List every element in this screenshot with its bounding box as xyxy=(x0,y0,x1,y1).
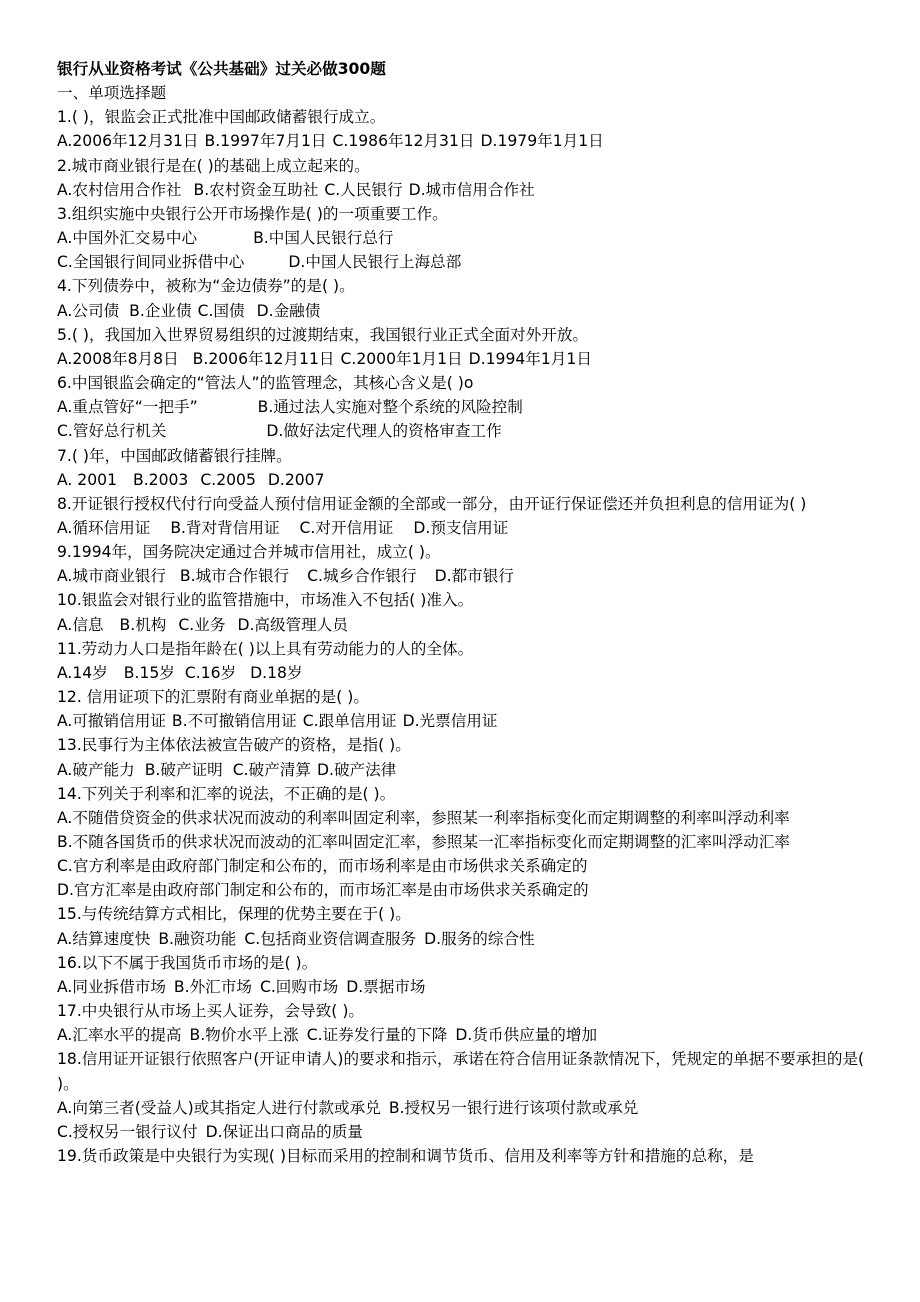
question-text: 7.( )年，中国邮政储蓄银行挂牌。 xyxy=(57,446,292,465)
option-row xyxy=(57,1023,869,1047)
answer-option: D.城市信用合作社 xyxy=(408,180,535,199)
option-row xyxy=(57,250,869,274)
answer-option: A.中国外汇交易中心 xyxy=(57,229,198,248)
answer-option: C.2000年1月1日 xyxy=(340,349,463,368)
answer-option: D.服务的综合性 xyxy=(424,929,535,948)
option-row xyxy=(57,709,869,733)
question-text: A.不随借贷资金的供求状况而波动的利率叫固定利率，参照某一利率指标变化而定期调整的利率叫浮动利率 xyxy=(57,808,790,827)
option-row xyxy=(57,226,869,250)
answer-option: B.企业债 xyxy=(129,301,192,320)
question-text: 4.下列债券中，被称为“金边债券”的是( )。 xyxy=(57,277,355,296)
answer-option: D.光票信用证 xyxy=(402,712,498,731)
option-row xyxy=(57,419,869,443)
answer-option: D.高级管理人员 xyxy=(237,615,348,634)
question-text: 5.( )，我国加入世界贸易组织的过渡期结束，我国银行业正式全面对外开放。 xyxy=(57,325,589,344)
answer-option: C.业务 xyxy=(178,615,226,634)
answer-option: B.城市合作银行 xyxy=(179,567,290,586)
answer-option: C.人民银行 xyxy=(324,180,403,199)
answer-option: C.对开信用证 xyxy=(299,518,394,537)
question-list xyxy=(57,105,869,1168)
question-text: 15.与传统结算方式相比，保理的优势主要在于( )。 xyxy=(57,905,411,924)
answer-option: B.机构 xyxy=(119,615,167,634)
answer-option: C.包括商业资信调查服务 xyxy=(244,929,417,948)
answer-option: D.做好法定代理人的资格审查工作 xyxy=(266,422,502,441)
answer-option: D.中国人民银行上海总部 xyxy=(288,253,462,272)
answer-option: C.管好总行机关 xyxy=(57,422,167,441)
question-text: 1.( )，银监会正式批准中国邮政储蓄银行成立。 xyxy=(57,108,386,127)
answer-option: B.中国人民银行总行 xyxy=(253,229,394,248)
option-row xyxy=(57,395,869,419)
section-heading: 一、单项选择题 xyxy=(57,84,167,103)
answer-option: D.1994年1月1日 xyxy=(468,349,592,368)
answer-option: C.全国银行间同业拆借中心 xyxy=(57,253,245,272)
answer-option: A. 2001 xyxy=(57,470,117,489)
document-page xyxy=(57,57,869,1168)
answer-option: C.回购市场 xyxy=(259,977,339,996)
option-row xyxy=(57,758,869,782)
question-text: 9.1994年，国务院决定通过合并城市信用社，成立( )。 xyxy=(57,543,441,562)
answer-option: C.证券发行量的下降 xyxy=(306,1026,448,1045)
answer-option: A.破产能力 xyxy=(57,760,135,779)
answer-option: A.同业拆借市场 xyxy=(57,977,166,996)
answer-option: B.15岁 xyxy=(123,663,175,682)
answer-option: A.公司债 xyxy=(57,301,120,320)
answer-option: B.通过法人实施对整个系统的风险控制 xyxy=(257,398,523,417)
answer-option: D.货币供应量的增加 xyxy=(455,1026,598,1045)
answer-option: B.2003 xyxy=(133,470,189,489)
option-row xyxy=(57,927,869,951)
question-text: 8.开证银行授权代付行向受益人预付信用证金额的全部或一部分，由开证行保证偿还并负担利息的信用证为( ) xyxy=(57,494,807,513)
question-text: 3.组织实施中央银行公开市场操作是( )的一项重要工作。 xyxy=(57,204,448,223)
answer-option: D.1979年1月1日 xyxy=(480,132,604,151)
answer-option: D.18岁 xyxy=(250,663,303,682)
answer-option: B.不可撤销信用证 xyxy=(171,712,297,731)
answer-option: D.都市银行 xyxy=(434,567,514,586)
option-row xyxy=(57,129,869,153)
option-row xyxy=(57,613,869,637)
answer-option: C.城乡合作银行 xyxy=(307,567,417,586)
answer-option: B.授权另一银行进行该项付款或承兑 xyxy=(388,1098,639,1117)
question-text: D.官方汇率是由政府部门制定和公布的，而市场汇率是由市场供求关系确定的 xyxy=(57,881,589,900)
document-title: 银行从业资格考试《公共基础》过关必做300题 xyxy=(57,60,386,78)
answer-option: A.汇率水平的提高 xyxy=(57,1026,182,1045)
answer-option: A.14岁 xyxy=(57,663,108,682)
option-row xyxy=(57,1096,869,1120)
option-row xyxy=(57,564,869,588)
answer-option: D.破产法律 xyxy=(317,760,397,779)
answer-option: A.农村信用合作社 xyxy=(57,180,182,199)
answer-option: C.1986年12月31日 xyxy=(332,132,475,151)
answer-option: A.向第三者(受益人)或其指定人进行付款或承兑 xyxy=(57,1098,381,1117)
option-row xyxy=(57,516,869,540)
answer-option: B.1997年7月1日 xyxy=(204,132,327,151)
answer-option: A.2008年8月8日 xyxy=(57,349,179,368)
question-text: 10.银监会对银行业的监管措施中，市场准入不包括( )准入。 xyxy=(57,591,474,610)
answer-option: D.2007 xyxy=(267,470,325,489)
answer-option: B.背对背信用证 xyxy=(170,518,280,537)
question-text: 6.中国银监会确定的“管法人”的监管理念，其核心含义是( )o xyxy=(57,374,474,393)
question-text: 17.中央银行从市场上买人证券，会导致( )。 xyxy=(57,1002,365,1021)
answer-option: C.2005 xyxy=(200,470,256,489)
question-text: 2.城市商业银行是在( )的基础上成立起来的。 xyxy=(57,156,370,175)
question-text: 11.劳动力人口是指年龄在( )以上具有劳动能力的人的全体。 xyxy=(57,639,474,658)
answer-option: A.重点管好“一把手” xyxy=(57,398,198,417)
answer-option: D.票据市场 xyxy=(346,977,426,996)
option-row xyxy=(57,975,869,999)
answer-option: A.信息 xyxy=(57,615,104,634)
option-row xyxy=(57,299,869,323)
answer-option: B.融资功能 xyxy=(158,929,237,948)
answer-option: C.授权另一银行议付 xyxy=(57,1122,198,1141)
answer-option: D.金融债 xyxy=(256,301,321,320)
answer-option: B.物价水平上涨 xyxy=(189,1026,299,1045)
question-text: B.不随各国货币的供求状况而波动的汇率叫固定汇率，参照某一汇率指标变化而定期调整的汇率叫浮动汇率 xyxy=(57,833,790,851)
answer-option: C.国债 xyxy=(197,301,245,320)
option-row xyxy=(57,1120,869,1144)
question-text: 14.下列关于利率和汇率的说法，不正确的是( )。 xyxy=(57,784,396,803)
answer-option: A.可撤销信用证 xyxy=(57,712,166,731)
answer-option: B.破产证明 xyxy=(144,760,223,779)
question-text: 16.以下不属于我国货币市场的是( )。 xyxy=(57,953,318,972)
question-text: 13.民事行为主体依法被宣告破产的资格，是指( )。 xyxy=(57,736,411,755)
question-text: 19.货币政策是中央银行为实现( )目标而采用的控制和调节货币、信用及利率等方针和措施的总称，是 xyxy=(57,1147,754,1166)
answer-option: B.外汇市场 xyxy=(173,977,252,996)
answer-option: B.农村资金互助社 xyxy=(193,180,319,199)
answer-option: A.2006年12月31日 xyxy=(57,132,199,151)
option-row xyxy=(57,347,869,371)
answer-option: A.城市商业银行 xyxy=(57,567,166,586)
answer-option: A.循环信用证 xyxy=(57,518,151,537)
answer-option: D.预支信用证 xyxy=(413,518,509,537)
question-text: 12. 信用证项下的汇票附有商业单据的是( )。 xyxy=(57,688,369,707)
option-row xyxy=(57,178,869,202)
answer-option: C.16岁 xyxy=(184,663,237,682)
question-text: C.官方利率是由政府部门制定和公布的，而市场利率是由市场供求关系确定的 xyxy=(57,857,588,876)
question-text: 18.信用证开证银行依照客户(开证申请人)的要求和指示，承诺在符合信用证条款情况下，凭规定的单据不要承担的是( )。 xyxy=(57,1050,865,1093)
answer-option: A.结算速度快 xyxy=(57,929,151,948)
option-row xyxy=(57,661,869,685)
answer-option: D.保证出口商品的质量 xyxy=(205,1122,363,1141)
option-row xyxy=(57,468,869,492)
answer-option: B.2006年12月11日 xyxy=(192,349,335,368)
answer-option: C.跟单信用证 xyxy=(302,712,397,731)
answer-option: C.破产清算 xyxy=(232,760,311,779)
